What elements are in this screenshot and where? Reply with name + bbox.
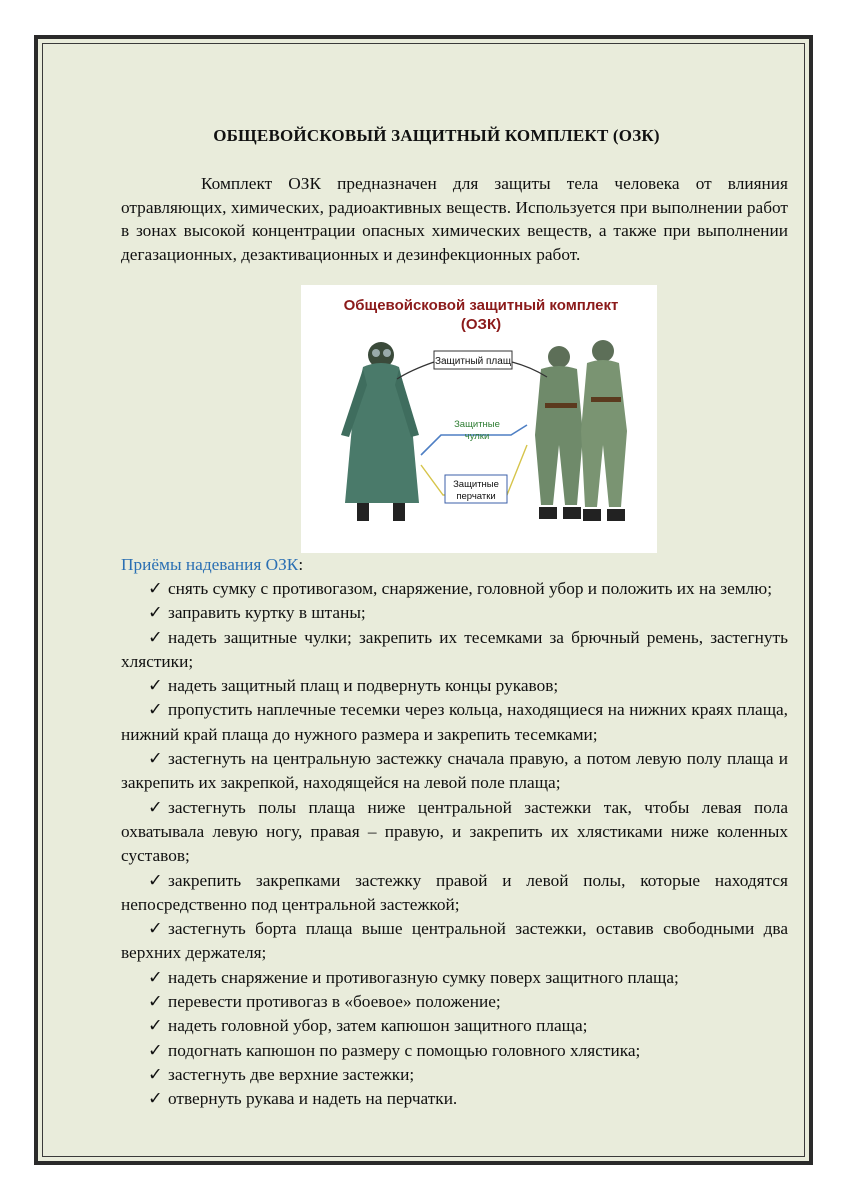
steps-heading-text: Приёмы надевания ОЗК bbox=[121, 555, 299, 574]
label-cloak: Защитный плащ bbox=[434, 356, 512, 367]
check-icon: ✓ bbox=[148, 1089, 163, 1109]
check-icon: ✓ bbox=[148, 919, 163, 939]
figure-title-line1: Общевойсковой защитный комплект bbox=[343, 297, 619, 314]
figure-title-line2: (ОЗК) bbox=[460, 316, 502, 333]
step-text: надеть снаряжение и противогазную сумку поверх защитного плаща; bbox=[168, 967, 679, 987]
list-item bbox=[121, 698, 788, 747]
list-item bbox=[121, 1039, 788, 1063]
step-text: надеть головной убор, затем капюшон защитного плаща; bbox=[168, 1016, 588, 1036]
list-item bbox=[121, 869, 788, 918]
check-icon: ✓ bbox=[148, 1016, 163, 1036]
check-icon: ✓ bbox=[148, 579, 163, 598]
check-icon: ✓ bbox=[148, 1064, 163, 1084]
step-text: пропустить наплечные тесемки через кольца, находящиеся на нижних краях плаща, нижний край плаща до нужного размера и закрепить тесемками; bbox=[121, 700, 788, 744]
check-icon: ✓ bbox=[148, 992, 163, 1012]
label-stockings-line1: Защитные bbox=[454, 419, 500, 430]
steps-heading bbox=[121, 555, 303, 575]
check-icon: ✓ bbox=[148, 603, 163, 623]
list-item bbox=[121, 966, 788, 990]
step-text: снять сумку с противогазом, снаряжение, головной убор и положить их на землю; bbox=[168, 579, 773, 598]
label-stockings-line2: чулки bbox=[464, 431, 490, 442]
check-icon: ✓ bbox=[148, 676, 163, 696]
steps-heading-colon: : bbox=[298, 555, 304, 574]
step-text: заправить куртку в штаны; bbox=[168, 603, 366, 623]
step-text: закрепить закрепками застежку правой и левой полы, которые находятся непосредственно под центральной застежкой; bbox=[121, 870, 788, 914]
ozk-illustration bbox=[301, 285, 657, 553]
step-text: застегнуть две верхние застежки; bbox=[168, 1064, 415, 1084]
list-item bbox=[121, 1087, 788, 1111]
step-text: надеть защитный плащ и подвернуть концы рукавов; bbox=[168, 676, 559, 696]
list-item bbox=[121, 747, 788, 796]
label-gloves-line2: перчатки bbox=[456, 491, 496, 502]
list-item bbox=[121, 577, 788, 601]
check-icon: ✓ bbox=[148, 1040, 163, 1060]
document-title: ОБЩЕВОЙСКОВЫЙ ЗАЩИТНЫЙ КОМПЛЕКТ (ОЗК) bbox=[213, 126, 660, 145]
step-text: застегнуть борта плаща выше центральной застежки, оставив свободными два верхних держателя; bbox=[121, 919, 788, 963]
step-text: застегнуть полы плаща ниже центральной застежки так, чтобы левая пола охватывала левую ногу, правая – правую, и закрепить их хлястиками ниже коленных суставов; bbox=[121, 797, 788, 866]
check-icon: ✓ bbox=[148, 797, 163, 817]
cloak-figure bbox=[341, 342, 419, 521]
step-text: надеть защитные чулки; закрепить их тесемками за брючный ремень, застегнуть хлястики; bbox=[121, 627, 788, 671]
list-item bbox=[121, 1014, 788, 1038]
step-text: перевести противогаз в «боевое» положение; bbox=[168, 992, 501, 1012]
step-text: подогнать капюшон по размеру с помощью головного хлястика; bbox=[168, 1040, 641, 1060]
check-icon: ✓ bbox=[148, 870, 163, 890]
list-item bbox=[121, 990, 788, 1014]
list-item bbox=[121, 1063, 788, 1087]
list-item bbox=[121, 626, 788, 675]
list-item bbox=[121, 601, 788, 625]
list-item bbox=[121, 796, 788, 869]
check-icon: ✓ bbox=[148, 749, 163, 769]
intro-paragraph: Комплект ОЗК предназначен для защиты тела человека от влияния отравляющих, химических, радиоактивных веществ. Используется при выполнении работ в зонах высокой концентрации опасных химических веществ, а также при выполнении дегазационных, дезактивационных и дезинфекционных работ. bbox=[121, 174, 788, 264]
check-icon: ✓ bbox=[148, 967, 163, 987]
check-icon: ✓ bbox=[148, 700, 163, 720]
list-item bbox=[121, 674, 788, 698]
check-icon: ✓ bbox=[148, 627, 163, 647]
step-text: отвернуть рукава и надеть на перчатки. bbox=[168, 1089, 458, 1109]
suit-figures bbox=[535, 340, 627, 521]
step-text: застегнуть на центральную застежку сначала правую, а потом левую полу плаща и закрепить их закрепкой, находящейся на левой поле плаща; bbox=[121, 749, 788, 793]
steps-list bbox=[121, 577, 788, 1112]
label-gloves-line1: Защитные bbox=[453, 479, 499, 490]
list-item bbox=[121, 917, 788, 966]
